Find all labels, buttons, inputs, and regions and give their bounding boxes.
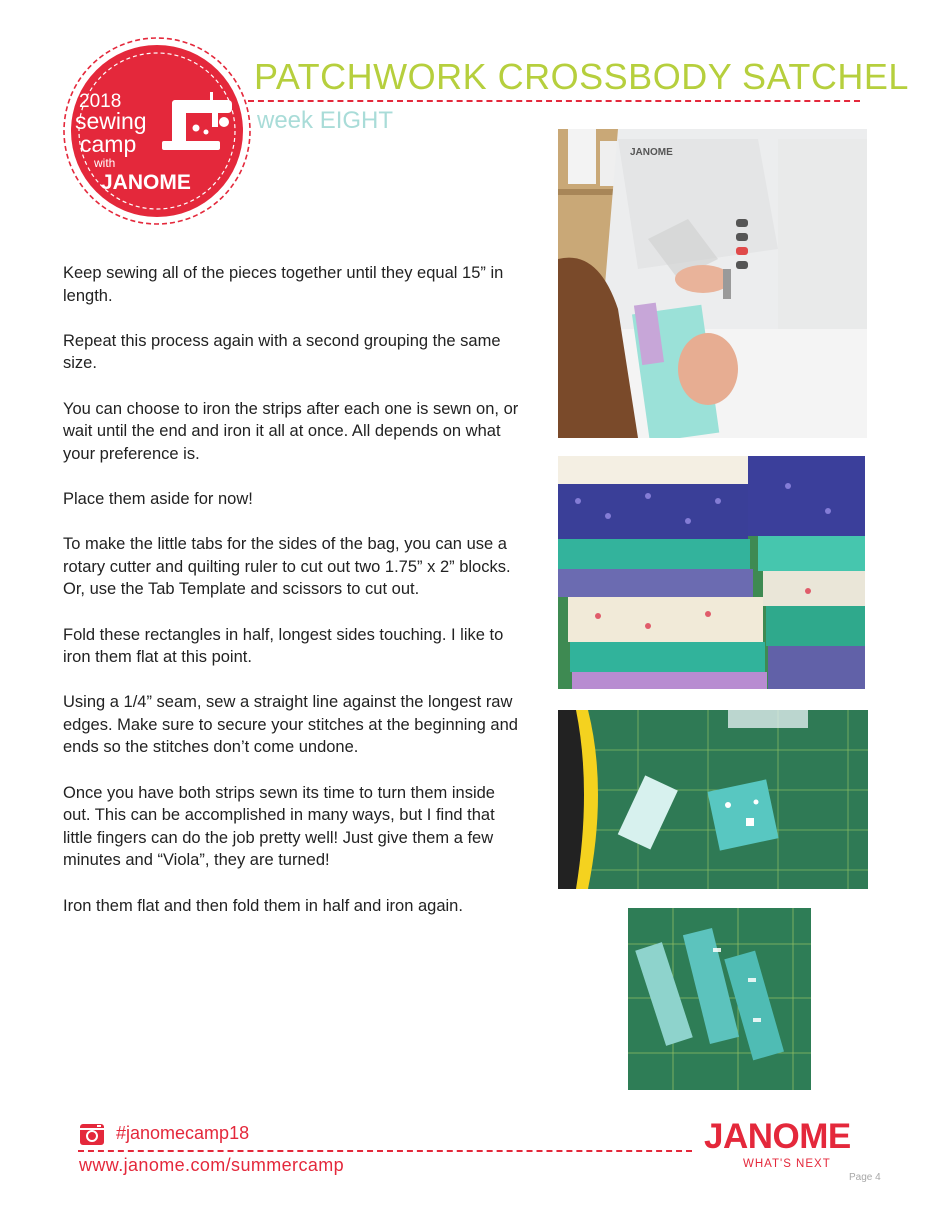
instruction-paragraph: Iron them flat and then fold them in half and iron again. [63, 896, 463, 915]
logo-with: with [94, 156, 116, 170]
instruction-paragraph: To make the little tabs for the sides of the bag, you can use a rotary cutter and quilting ruler to cut out two 1.75” x 2” blocks. Or, use the Tab Template and scissors to cut out. [63, 535, 511, 599]
instruction-paragraph: You can choose to iron the strips after each one is sewn on, or wait until the end and iron it all at once. All depends on what your preference is. [63, 399, 519, 463]
sewing-camp-logo [62, 36, 252, 226]
logo-year: 2018 [79, 91, 122, 112]
logo-janome: JANOME [101, 171, 191, 194]
instruction-paragraph: Once you have both strips sewn its time to turn them inside out. This can be accomplished in many ways, but I find that little fingers can do the job pretty well! Just give them a few minutes and “Viola”, they are turned! [63, 783, 495, 870]
instructions [63, 262, 523, 940]
brand-tagline: WHAT'S NEXT [743, 1158, 831, 1170]
instruction-paragraph: Place them aside for now! [63, 489, 253, 508]
instruction-paragraph: Fold these rectangles in half, longest sides touching. I like to iron them flat at this point. [63, 625, 504, 667]
page-number: Page 4 [849, 1172, 881, 1183]
instruction-paragraph: Keep sewing all of the pieces together until they equal 15” in length. [63, 264, 504, 305]
website-link[interactable]: www.janome.com/summercamp [79, 1155, 345, 1175]
logo-camp: camp [80, 131, 137, 157]
cut-tabs-photo [558, 710, 868, 889]
brand-logo: JANOME [704, 1117, 851, 1156]
sewn-tabs-photo [628, 908, 811, 1090]
hashtag: #janomecamp18 [116, 1123, 250, 1143]
instruction-paragraph: Repeat this process again with a second grouping the same size. [63, 331, 501, 373]
fabric-strips-photo [558, 456, 865, 689]
logo-sewing: sewing [75, 108, 147, 134]
sewing-machine-photo [558, 129, 867, 438]
instagram-icon [80, 1124, 104, 1145]
page-title: PATCHWORK CROSSBODY SATCHEL [254, 56, 909, 97]
page-subtitle: week EIGHT [257, 107, 394, 134]
instruction-paragraph: Using a 1/4” seam, sew a straight line against the longest raw edges. Make sure to secure your stitches at the beginning and ends so the stitches don’t come undone. [63, 693, 518, 757]
footer-divider [78, 1150, 692, 1152]
title-divider [248, 100, 860, 102]
machine-brand-label: JANOME [630, 147, 673, 158]
